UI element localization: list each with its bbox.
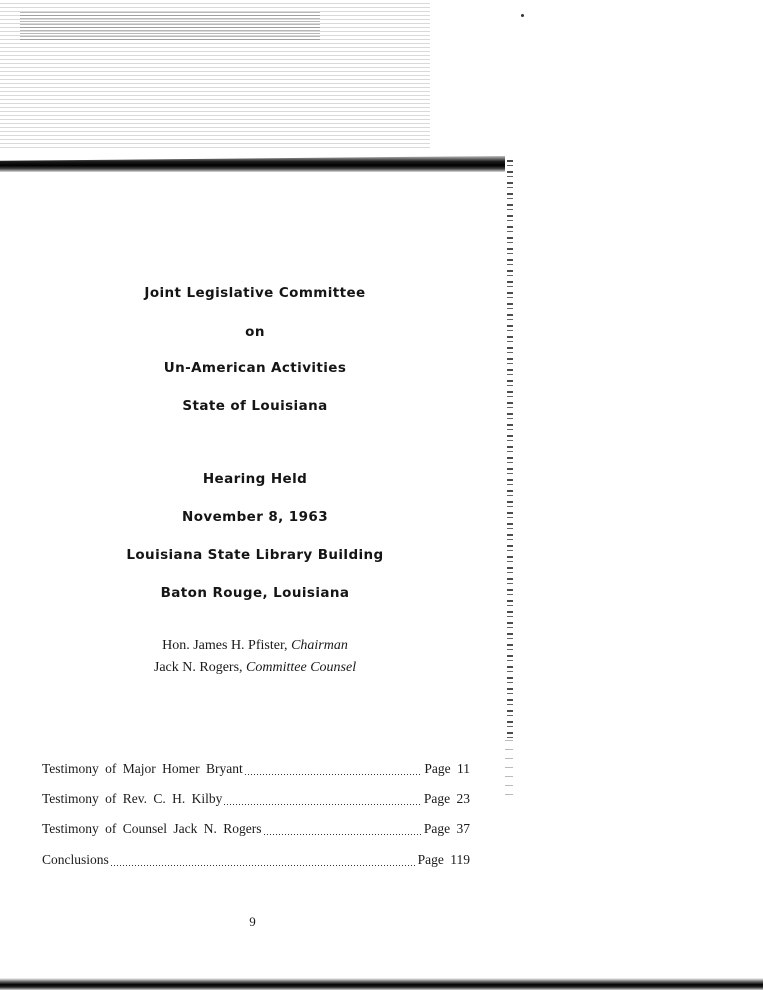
chairman-title: Chairman (291, 638, 348, 653)
hearing-date: November 8, 1963 (182, 509, 328, 525)
committee-subject: Un-American Activities (163, 360, 347, 376)
scan-speck (521, 14, 524, 17)
hearing-heading: Hearing Held (202, 471, 308, 487)
scan-edge-top (0, 156, 505, 172)
dot-leader (224, 804, 421, 805)
contents-label: Testimony of Counsel Jack N. Rogers (42, 821, 262, 836)
contents-page: Page 23 (423, 791, 470, 806)
contents-page: Page 119 (417, 852, 470, 867)
hearing-venue: Louisiana State Library Building (126, 547, 384, 563)
page-number: 9 (249, 914, 256, 929)
contents-label: Conclusions (42, 852, 109, 867)
counsel-title: Committee Counsel (246, 660, 357, 675)
contents-page: Page 11 (424, 761, 470, 776)
hearing-city: Baton Rouge, Louisiana (160, 585, 350, 601)
scan-edge-right-faint (505, 740, 513, 800)
chairman-name: Hon. James H. Pfister, (162, 638, 288, 653)
contents-page: Page 37 (423, 821, 470, 836)
committee-state: State of Louisiana (182, 398, 328, 414)
contents-row (42, 852, 470, 870)
dot-leader (264, 834, 422, 835)
contents-label: Testimony of Major Homer Bryant (42, 761, 243, 776)
counsel-line (0, 660, 510, 676)
committee-title-on: on (245, 324, 265, 340)
chairman-line (0, 638, 510, 654)
contents-row (42, 761, 470, 779)
contents-row (42, 821, 470, 839)
dot-leader (111, 865, 416, 866)
scan-edge-bottom (0, 978, 763, 990)
contents-row (42, 791, 470, 809)
counsel-name: Jack N. Rogers, (153, 660, 243, 675)
scan-artifact-top-dense (20, 10, 320, 40)
contents-label: Testimony of Rev. C. H. Kilby (42, 791, 223, 806)
dot-leader (245, 774, 423, 775)
committee-title: Joint Legislative Committee (144, 285, 366, 301)
